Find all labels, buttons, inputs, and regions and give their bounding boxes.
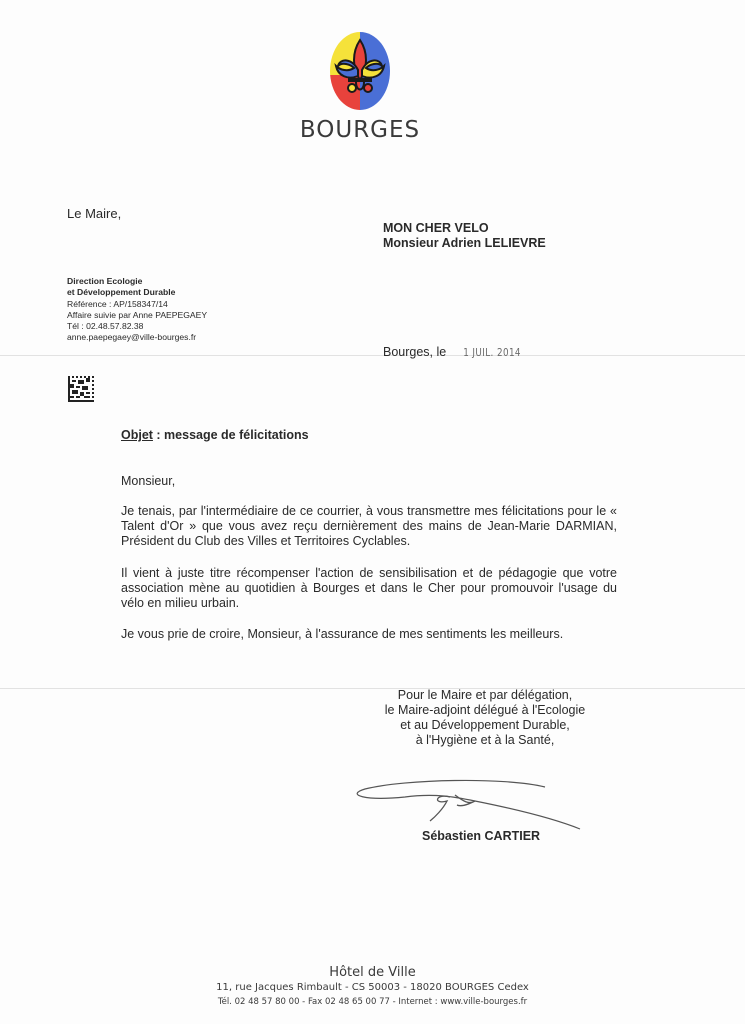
department-line1: Direction Ecologie xyxy=(67,276,143,286)
handled-by: Affaire suivie par Anne PAEPEGAEY xyxy=(67,309,208,320)
date-line xyxy=(383,345,528,359)
recipient-name: Monsieur Adrien LELIEVRE xyxy=(383,236,546,250)
paragraph-2: Il vient à juste titre récompenser l'action de sensibilisation et de pédagogie que votre association mène au quotidien à Bourges et dans le Cher pour promouvoir l'usage du vélo en milieu urbain. xyxy=(121,566,617,611)
signature-line: Pour le Maire et par délégation, xyxy=(397,688,573,702)
signature-line: le Maire-adjoint délégué à l'Ecologie xyxy=(384,703,586,717)
brand-name: BOURGES xyxy=(299,117,421,143)
fold-line xyxy=(0,355,745,356)
footer-address: 11, rue Jacques Rimbault - CS 50003 - 18020 BOURGES Cedex xyxy=(216,982,529,993)
email: anne.paepegaey@ville-bourges.fr xyxy=(67,332,197,343)
recipient-block xyxy=(383,221,546,251)
recipient-organization: MON CHER VELO xyxy=(383,221,489,235)
subject-line xyxy=(121,428,309,442)
paragraph-1: Je tenais, par l'intermédiaire de ce courrier, à vous transmettre mes félicitations pour le « Talent d'Or » que vous avez reçu dernièrement des mains de Jean-Marie DARMIAN, Président du Club des Villes et Territoires Cyclables. xyxy=(121,504,617,549)
signature-line: à l'Hygiène et à la Santé, xyxy=(415,733,555,747)
reference: Référence : AP/158347/14 xyxy=(67,298,168,309)
subject-text: : message de félicitations xyxy=(152,428,309,442)
footer-title: Hôtel de Ville xyxy=(329,965,416,980)
footer-contact: Tél. 02 48 57 80 00 - Fax 02 48 65 00 77 - Internet : www.ville-bourges.fr xyxy=(217,997,528,1007)
department-block xyxy=(67,276,207,344)
date-prefix: Bourges, le xyxy=(383,345,447,359)
bourges-logo-icon xyxy=(328,30,392,112)
date-stamp: 1 JUIL. 2014 xyxy=(462,346,521,359)
handwritten-signature-icon xyxy=(345,775,585,835)
datamatrix-icon xyxy=(68,376,94,402)
signature-block xyxy=(370,688,600,748)
phone: Tél : 02.48.57.82.38 xyxy=(67,321,144,332)
subject-label: Objet xyxy=(121,428,153,442)
paragraph-3: Je vous prie de croire, Monsieur, à l'assurance de mes sentiments les meilleurs. xyxy=(121,627,564,641)
sender-title: Le Maire, xyxy=(67,206,122,221)
salutation: Monsieur, xyxy=(121,474,176,488)
signature-line: et au Développement Durable, xyxy=(400,718,570,732)
signatory-name: Sébastien CARTIER xyxy=(422,829,541,843)
department-line2: et Développement Durable xyxy=(67,287,176,298)
